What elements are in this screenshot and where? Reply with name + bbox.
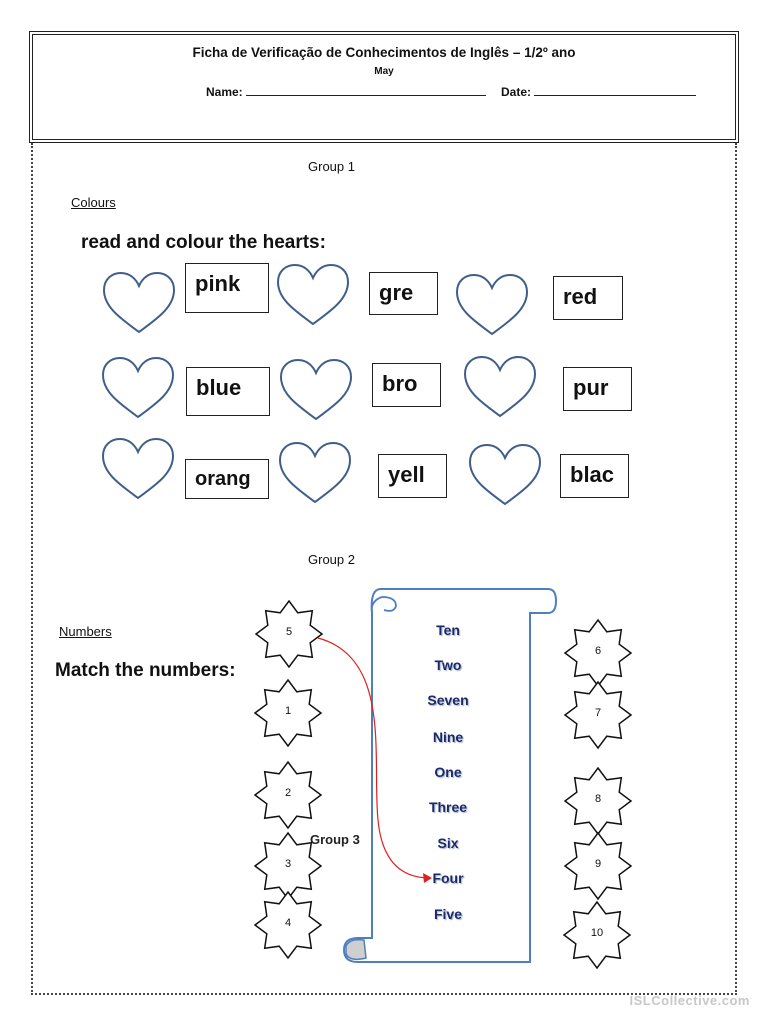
colour-word: gre (379, 280, 414, 305)
colour-word: bro (382, 371, 418, 396)
watermark: ISLCollective.com (629, 993, 750, 1008)
number-word[interactable]: Two (434, 657, 462, 673)
star-number: 6 (594, 645, 602, 657)
number-word[interactable]: Six (437, 835, 459, 851)
star-number: 2 (284, 787, 292, 799)
number-word[interactable]: Seven (427, 692, 469, 708)
group-3-label: Group 3 (310, 832, 360, 847)
colour-word: blac (570, 462, 615, 487)
star-number: 10 (590, 927, 604, 939)
colour-word: yell (388, 462, 425, 487)
colour-word: orang (195, 468, 251, 490)
numbers-instruction: Match the numbers: (55, 660, 236, 681)
number-word[interactable]: Five (433, 906, 462, 922)
date-label: Date: (501, 85, 532, 99)
star-number: 4 (284, 917, 292, 929)
number-word[interactable]: Four (432, 870, 464, 886)
star-number: 8 (594, 793, 602, 805)
number-word[interactable]: Ten (436, 622, 460, 638)
colour-word: red (563, 284, 598, 309)
colour-word: pur (573, 375, 609, 400)
star-number: 7 (594, 707, 602, 719)
match-arrow-line (318, 638, 430, 878)
match-arrow-head (423, 873, 432, 883)
number-word[interactable]: Three (428, 799, 468, 815)
star-number: 5 (285, 626, 293, 638)
star-number: 9 (594, 858, 602, 870)
star-number: 3 (284, 858, 292, 870)
colour-word: blue (196, 375, 242, 400)
name-label: Name: (206, 85, 243, 99)
colour-word: pink (195, 271, 241, 296)
group-1-label: Group 1 (308, 159, 355, 174)
star-number: 1 (284, 705, 292, 717)
number-word[interactable]: Nine (432, 729, 464, 745)
worksheet-month: May (374, 66, 394, 77)
group-2-label: Group 2 (308, 552, 355, 567)
worksheet-title: Ficha de Verificação de Conhecimentos de Inglês – 1/2º ano (192, 45, 576, 60)
numbers-heading: Numbers (59, 624, 112, 639)
number-word[interactable]: One (434, 764, 462, 780)
colours-instruction: read and colour the hearts: (81, 232, 326, 253)
colours-heading: Colours (71, 195, 116, 210)
